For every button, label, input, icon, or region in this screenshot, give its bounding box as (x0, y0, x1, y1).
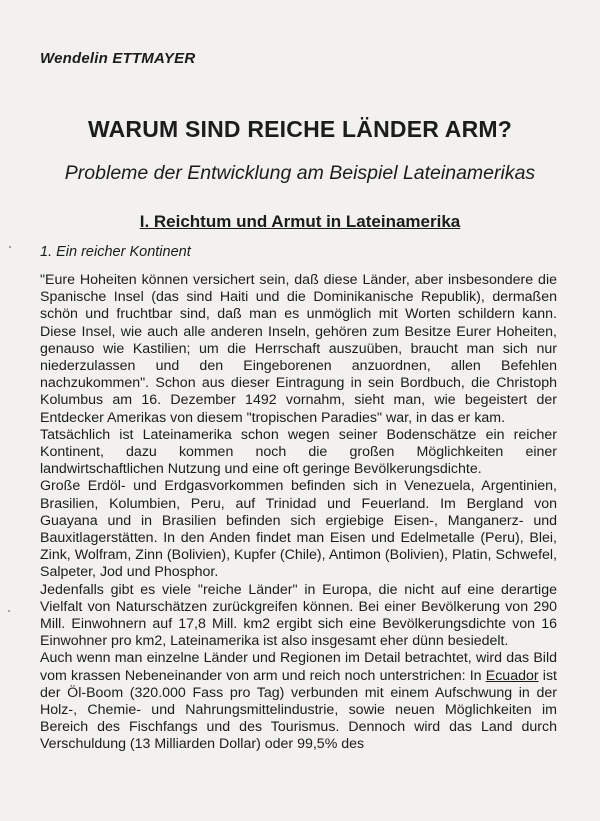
margin-speck (9, 246, 11, 248)
paragraph: Jedenfalls gibt es viele "reiche Länder" in Europa, die nicht auf eine derartige Vielfalt von Naturschätzen zurückgreifen können. Bei einer Bevölkerung von 290 Mill. Einwohnern auf 17,8 Mill. km2 ergibt sich eine Bevölkerungsdichte von 16 Einwohner pro km2, Lateinamerika ist also insgesamt eher dünn besiedelt. (40, 581, 557, 650)
body-text (40, 272, 557, 754)
author-name: Wendelin ETTMAYER (40, 50, 196, 67)
paragraph: Tatsächlich ist Lateinamerika schon wegen seiner Bodenschätze ein reicher Kontinent, dazu kommen noch die großen Möglichkeiten einer landwirtschaftlichen Nutzung und eine oft geringe Bevölkerungsdichte. (40, 426, 557, 478)
paragraph: "Eure Hoheiten können versichert sein, daß diese Länder, aber insbesondere die Spanische Insel (das sind Haiti und die Dominikanische Republik), dermaßen schön und fruchtbar sind, daß man es unmöglich mit Worten schildern kann. Diese Insel, wie auch alle anderen Inseln, gehören zum Besitze Eurer Hoheiten, genauso wie Kastilien; um die Herrschaft auszuüben, braucht man sich nur niederzulassen und den Eingeborenen anzuordnen, allen Befehlen nachzukommen". Schon aus dieser Eintragung in sein Bordbuch, die Christoph Kolumbus am 16. Dezember 1492 vornahm, sieht man, wie begeistert der Entdecker Amerikas von diesem "tropischen Paradies" war, in das er kam. (40, 272, 557, 426)
text-run: ist der Öl-Boom (320.000 Fass pro Tag) verbunden mit einem Aufschwung in der Holz-, Chemie- und Nahrungsmittelindustrie, sowie neuen Möglichkeiten im Bereich des Fischfangs und des Tourismus. Dennoch wird das Land durch Verschuldung (13 Milliarden Dollar) oder 99,5% des (40, 667, 557, 753)
paragraph-last (40, 650, 557, 753)
article-subtitle: Probleme der Entwicklung am Beispiel Lateinamerikas (64, 162, 536, 184)
section-heading: I. Reichtum und Armut in Lateinamerika (139, 212, 461, 231)
underlined-word: Ecuador (485, 667, 539, 684)
paragraph: Große Erdöl- und Erdgasvorkommen befinden sich in Venezuela, Argentinien, Brasilien, Kolumbien, Peru, auf Trinidad und Feuerland. Im Bergland von Guayana und in Brasilien befinden sich ergiebige Eisen-, Manganerz- und Bauxitlagerstätten. In den Anden findet man Eisen und Edelmetalle (Peru), Blei, Zink, Wolfram, Zinn (Bolivien), Kupfer (Chile), Antimon (Bolivien), Platin, Schwefel, Salpeter, Jod und Phosphor. (40, 478, 557, 581)
article-title: WARUM SIND REICHE LÄNDER ARM? (87, 116, 513, 142)
margin-speck (8, 610, 10, 612)
subsection-heading: 1. Ein reicher Kontinent (40, 244, 191, 260)
text-run: Auch wenn man einzelne Länder und Regionen im Detail betrachtet, wird das Bild vom krassen Nebeneinander von arm und reich noch unterstrichen: In (40, 650, 557, 684)
